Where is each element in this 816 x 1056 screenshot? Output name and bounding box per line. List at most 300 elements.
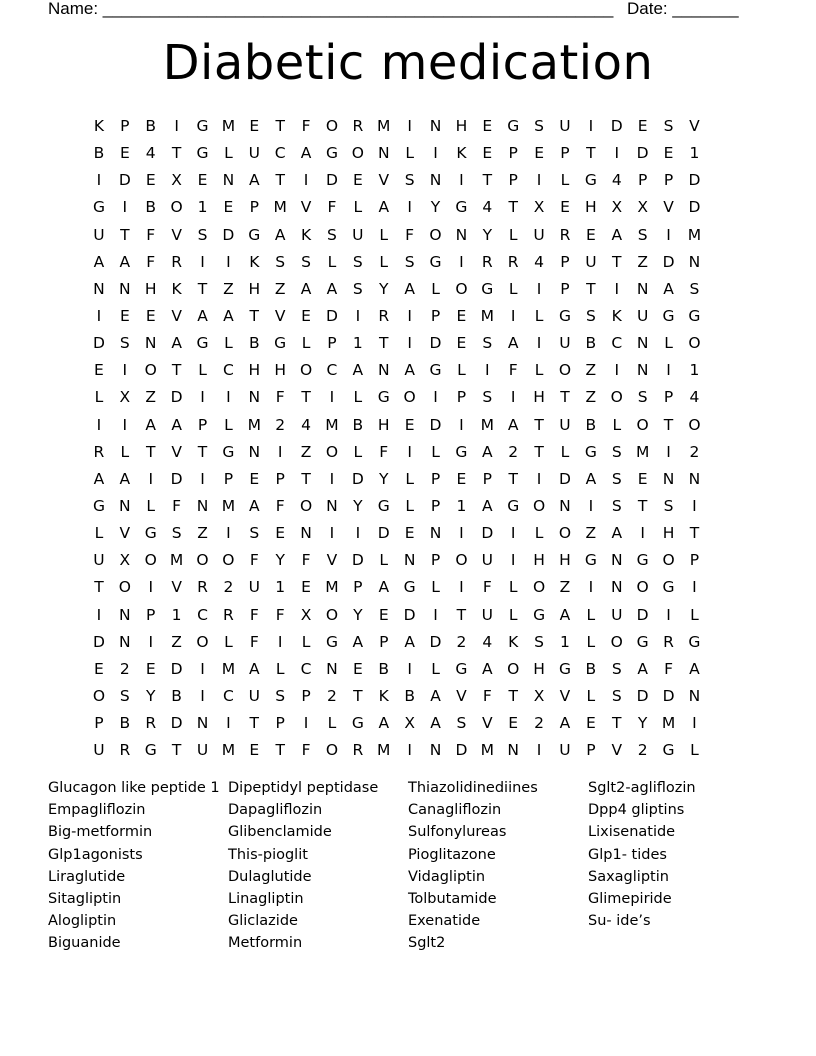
grid-letter[interactable]: E	[249, 469, 260, 488]
grid-letter[interactable]: C	[326, 361, 338, 380]
grid-letter[interactable]: D	[429, 415, 442, 434]
grid-letter[interactable]: Z	[145, 388, 157, 407]
grid-letter[interactable]: D	[455, 741, 468, 760]
grid-letter[interactable]: 1	[689, 361, 700, 380]
grid-letter[interactable]: A	[300, 144, 312, 163]
grid-letter[interactable]: E	[585, 714, 596, 733]
grid-letter[interactable]: I	[329, 469, 335, 488]
grid-letter[interactable]: U	[481, 605, 493, 624]
grid-letter[interactable]: I	[510, 306, 516, 325]
grid-letter[interactable]: L	[457, 361, 466, 380]
grid-letter[interactable]: T	[612, 252, 622, 271]
grid-letter[interactable]: G	[274, 334, 287, 353]
grid-letter[interactable]: R	[378, 306, 390, 325]
grid-letter[interactable]: I	[510, 524, 516, 543]
grid-letter[interactable]: G	[325, 144, 338, 163]
grid-letter[interactable]: I	[200, 469, 205, 488]
grid-letter[interactable]: T	[663, 415, 674, 434]
grid-letter[interactable]: L	[405, 496, 414, 515]
grid-letter[interactable]: H	[274, 361, 286, 380]
grid-letter[interactable]: M	[325, 578, 339, 597]
grid-letter[interactable]: X	[119, 551, 131, 570]
grid-letter[interactable]: G	[144, 741, 157, 760]
grid-letter[interactable]: M	[661, 714, 676, 733]
grid-letter[interactable]: O	[610, 632, 623, 651]
grid-letter[interactable]: D	[377, 524, 390, 543]
grid-letter[interactable]: D	[92, 334, 105, 353]
grid-letter[interactable]: T	[301, 388, 311, 407]
grid-letter[interactable]: T	[508, 686, 518, 705]
grid-letter[interactable]: L	[534, 524, 544, 543]
grid-letter[interactable]: I	[407, 741, 412, 760]
grid-letter[interactable]: V	[689, 117, 700, 135]
grid-letter[interactable]: R	[352, 741, 364, 760]
grid-letter[interactable]: N	[119, 605, 131, 624]
grid-letter[interactable]: N	[636, 334, 649, 353]
grid-letter[interactable]: L	[379, 225, 389, 244]
grid-letter[interactable]: D	[662, 252, 675, 271]
grid-letter[interactable]: D	[636, 144, 649, 163]
grid-letter[interactable]: I	[226, 714, 231, 733]
grid-letter[interactable]: R	[352, 117, 364, 135]
grid-letter[interactable]: I	[303, 171, 309, 190]
grid-letter[interactable]: M	[480, 306, 494, 325]
grid-letter[interactable]: O	[325, 741, 339, 760]
grid-letter[interactable]: S	[637, 388, 648, 407]
grid-letter[interactable]: 4	[482, 632, 493, 651]
grid-letter[interactable]: G	[636, 551, 649, 570]
grid-letter[interactable]: A	[223, 306, 234, 325]
grid-letter[interactable]: U	[248, 686, 260, 705]
grid-letter[interactable]: X	[119, 388, 131, 407]
grid-letter[interactable]: S	[482, 334, 493, 353]
grid-letter[interactable]: L	[301, 632, 311, 651]
grid-letter[interactable]: O	[429, 225, 442, 244]
grid-letter[interactable]: V	[456, 686, 467, 705]
grid-letter[interactable]: V	[171, 442, 182, 461]
grid-letter[interactable]: I	[277, 442, 283, 461]
grid-letter[interactable]: S	[119, 686, 130, 705]
grid-letter[interactable]: P	[275, 714, 285, 733]
grid-letter[interactable]: U	[248, 578, 260, 597]
grid-letter[interactable]: V	[171, 225, 182, 244]
grid-letter[interactable]: V	[482, 714, 493, 733]
grid-letter[interactable]: Z	[274, 279, 286, 298]
grid-letter[interactable]: V	[559, 686, 571, 705]
grid-letter[interactable]: E	[637, 469, 648, 488]
grid-letter[interactable]: D	[325, 306, 338, 325]
grid-letter[interactable]: K	[300, 225, 312, 244]
grid-letter[interactable]: N	[326, 496, 338, 515]
grid-letter[interactable]: L	[431, 659, 440, 678]
grid-letter[interactable]: A	[378, 714, 390, 733]
grid-letter[interactable]: N	[688, 252, 701, 271]
grid-letter[interactable]: S	[275, 252, 286, 271]
grid-letter[interactable]: E	[249, 117, 260, 135]
grid-letter[interactable]: Y	[482, 225, 493, 244]
grid-letter[interactable]: F	[508, 361, 518, 380]
grid-letter[interactable]: O	[688, 334, 701, 353]
grid-letter[interactable]: N	[93, 279, 105, 298]
grid-letter[interactable]: L	[690, 605, 699, 624]
grid-letter[interactable]: O	[170, 198, 183, 217]
grid-letter[interactable]: F	[146, 252, 156, 271]
grid-letter[interactable]: L	[534, 361, 544, 380]
grid-letter[interactable]: X	[611, 198, 623, 217]
grid-letter[interactable]: U	[196, 741, 209, 760]
grid-letter[interactable]: T	[689, 524, 700, 543]
grid-letter[interactable]: I	[614, 361, 620, 380]
grid-letter[interactable]: F	[482, 578, 492, 597]
grid-letter[interactable]: A	[378, 578, 390, 597]
grid-letter[interactable]: N	[610, 578, 623, 597]
grid-letter[interactable]: M	[480, 741, 494, 760]
grid-letter[interactable]: Y	[145, 686, 156, 705]
grid-letter[interactable]: I	[433, 144, 438, 163]
grid-letter[interactable]: L	[431, 578, 440, 597]
grid-letter[interactable]: B	[119, 714, 131, 733]
grid-letter[interactable]: I	[459, 524, 464, 543]
grid-letter[interactable]: 1	[171, 605, 182, 624]
grid-letter[interactable]: N	[455, 225, 468, 244]
grid-letter[interactable]: E	[94, 659, 104, 678]
grid-letter[interactable]: A	[248, 171, 260, 190]
grid-letter[interactable]: K	[456, 144, 467, 163]
grid-letter[interactable]: T	[482, 171, 493, 190]
grid-letter[interactable]: E	[301, 306, 311, 325]
grid-letter[interactable]: F	[301, 551, 311, 570]
grid-letter[interactable]: O	[455, 551, 468, 570]
grid-letter[interactable]: A	[482, 442, 493, 461]
grid-letter[interactable]: X	[404, 714, 415, 733]
grid-letter[interactable]: P	[430, 496, 441, 515]
grid-letter[interactable]: I	[433, 605, 438, 624]
grid-letter[interactable]: O	[222, 551, 235, 570]
grid-letter[interactable]: Y	[430, 198, 441, 217]
grid-letter[interactable]: D	[92, 632, 105, 651]
grid-letter[interactable]: A	[248, 659, 260, 678]
grid-letter[interactable]: B	[248, 334, 260, 353]
grid-letter[interactable]: O	[196, 632, 209, 651]
grid-letter[interactable]: I	[459, 578, 464, 597]
grid-letter[interactable]: G	[533, 605, 546, 624]
grid-letter[interactable]: T	[94, 578, 104, 597]
grid-letter[interactable]: N	[248, 442, 261, 461]
grid-letter[interactable]: G	[636, 632, 649, 651]
grid-letter[interactable]: N	[119, 496, 131, 515]
grid-letter[interactable]: L	[612, 415, 622, 434]
grid-letter[interactable]: L	[664, 334, 673, 353]
grid-letter[interactable]: I	[510, 388, 516, 407]
grid-letter[interactable]: V	[171, 306, 182, 325]
grid-letter[interactable]: I	[96, 306, 102, 325]
grid-letter[interactable]: T	[120, 225, 130, 244]
grid-letter[interactable]: N	[403, 551, 416, 570]
grid-letter[interactable]: N	[144, 334, 157, 353]
grid-letter[interactable]: O	[299, 496, 313, 515]
grid-letter[interactable]: F	[379, 442, 389, 461]
grid-letter[interactable]: U	[352, 225, 364, 244]
grid-letter[interactable]: I	[148, 469, 154, 488]
grid-letter[interactable]: E	[352, 171, 363, 190]
grid-letter[interactable]: L	[224, 334, 233, 353]
grid-letter[interactable]: O	[144, 551, 157, 570]
grid-letter[interactable]: G	[662, 578, 675, 597]
grid-letter[interactable]: P	[560, 144, 570, 163]
grid-letter[interactable]: N	[377, 144, 390, 163]
grid-letter[interactable]: B	[352, 415, 364, 434]
grid-letter[interactable]: G	[351, 714, 364, 733]
grid-letter[interactable]: G	[325, 632, 338, 651]
grid-letter[interactable]: N	[559, 496, 571, 515]
grid-letter[interactable]: C	[300, 659, 312, 678]
grid-letter[interactable]: A	[585, 469, 597, 488]
grid-letter[interactable]: D	[636, 605, 649, 624]
grid-letter[interactable]: S	[404, 252, 415, 271]
grid-letter[interactable]: G	[584, 551, 597, 570]
grid-letter[interactable]: O	[558, 524, 572, 543]
grid-letter[interactable]: O	[532, 496, 546, 515]
grid-letter[interactable]: G	[377, 388, 390, 407]
grid-letter[interactable]: F	[327, 198, 337, 217]
grid-letter[interactable]: T	[171, 741, 182, 760]
grid-letter[interactable]: E	[456, 469, 467, 488]
grid-letter[interactable]: A	[93, 469, 105, 488]
grid-letter[interactable]: D	[351, 551, 364, 570]
grid-letter[interactable]: P	[249, 198, 259, 217]
grid-letter[interactable]: N	[610, 551, 623, 570]
grid-letter[interactable]: I	[692, 496, 697, 515]
grid-letter[interactable]: L	[508, 225, 518, 244]
grid-letter[interactable]: T	[275, 171, 285, 190]
grid-letter[interactable]: V	[119, 524, 131, 543]
grid-letter[interactable]: L	[405, 469, 414, 488]
grid-letter[interactable]: L	[120, 442, 130, 461]
grid-letter[interactable]: B	[145, 117, 157, 135]
grid-letter[interactable]: K	[508, 632, 519, 651]
grid-letter[interactable]: 2	[275, 415, 286, 434]
grid-letter[interactable]: I	[122, 361, 128, 380]
grid-letter[interactable]: V	[300, 198, 312, 217]
grid-letter[interactable]: S	[534, 632, 544, 651]
grid-letter[interactable]: N	[119, 279, 131, 298]
grid-letter[interactable]: P	[327, 334, 337, 353]
grid-letter[interactable]: P	[94, 714, 104, 733]
grid-letter[interactable]: P	[430, 469, 441, 488]
grid-letter[interactable]: S	[249, 524, 260, 543]
grid-letter[interactable]: O	[118, 578, 131, 597]
grid-letter[interactable]: A	[274, 225, 286, 244]
grid-letter[interactable]: E	[145, 659, 156, 678]
grid-letter[interactable]: P	[197, 415, 208, 434]
grid-letter[interactable]: B	[93, 144, 105, 163]
grid-letter[interactable]: G	[584, 171, 597, 190]
grid-letter[interactable]: I	[96, 605, 102, 624]
grid-letter[interactable]: I	[355, 306, 361, 325]
grid-letter[interactable]: S	[327, 225, 337, 244]
grid-letter[interactable]: G	[144, 524, 157, 543]
grid-letter[interactable]: T	[379, 334, 389, 353]
grid-letter[interactable]: I	[692, 578, 697, 597]
grid-letter[interactable]: P	[586, 741, 596, 760]
grid-letter[interactable]: H	[248, 279, 261, 298]
grid-letter[interactable]: D	[688, 171, 701, 190]
grid-letter[interactable]: 2	[119, 659, 130, 678]
grid-letter[interactable]: O	[532, 578, 546, 597]
grid-letter[interactable]: N	[248, 388, 261, 407]
grid-letter[interactable]: A	[93, 252, 105, 271]
grid-letter[interactable]: H	[248, 361, 261, 380]
grid-letter[interactable]: P	[637, 171, 648, 190]
grid-letter[interactable]: F	[301, 117, 311, 135]
grid-letter[interactable]: G	[688, 306, 701, 325]
grid-letter[interactable]: O	[325, 605, 339, 624]
grid-letter[interactable]: M	[687, 225, 702, 244]
grid-letter[interactable]: O	[196, 551, 209, 570]
grid-letter[interactable]: L	[586, 632, 596, 651]
grid-letter[interactable]: 2	[223, 578, 234, 597]
grid-letter[interactable]: 4	[611, 171, 622, 190]
grid-letter[interactable]: S	[611, 442, 622, 461]
grid-letter[interactable]: P	[560, 279, 570, 298]
grid-letter[interactable]: M	[377, 117, 391, 135]
grid-letter[interactable]: S	[534, 117, 544, 135]
grid-letter[interactable]: G	[92, 496, 105, 515]
grid-letter[interactable]: U	[93, 551, 105, 570]
grid-letter[interactable]: L	[560, 171, 570, 190]
grid-letter[interactable]: N	[429, 171, 442, 190]
grid-letter[interactable]: O	[662, 551, 675, 570]
grid-letter[interactable]: A	[559, 605, 571, 624]
grid-letter[interactable]: I	[200, 686, 205, 705]
grid-letter[interactable]: 2	[637, 741, 648, 760]
grid-letter[interactable]: L	[94, 524, 104, 543]
grid-letter[interactable]: I	[329, 388, 335, 407]
grid-letter[interactable]: F	[664, 659, 673, 678]
grid-letter[interactable]: S	[301, 252, 311, 271]
grid-letter[interactable]: L	[224, 144, 233, 163]
grid-letter[interactable]: C	[611, 334, 623, 353]
grid-letter[interactable]: Z	[300, 442, 312, 461]
grid-letter[interactable]: G	[455, 442, 468, 461]
grid-letter[interactable]: U	[533, 225, 545, 244]
grid-letter[interactable]: O	[610, 388, 623, 407]
grid-letter[interactable]: L	[379, 252, 389, 271]
grid-letter[interactable]: O	[144, 361, 157, 380]
grid-letter[interactable]: G	[507, 117, 520, 135]
grid-letter[interactable]: P	[456, 388, 467, 407]
grid-letter[interactable]: V	[326, 551, 338, 570]
grid-letter[interactable]: I	[666, 361, 671, 380]
grid-letter[interactable]: 1	[197, 198, 208, 217]
grid-letter[interactable]: R	[559, 225, 571, 244]
grid-letter[interactable]: E	[119, 306, 130, 325]
grid-letter[interactable]: A	[248, 496, 260, 515]
grid-letter[interactable]: I	[226, 388, 231, 407]
grid-letter[interactable]: E	[119, 144, 130, 163]
grid-letter[interactable]: A	[689, 659, 700, 678]
grid-letter[interactable]: I	[122, 198, 128, 217]
grid-letter[interactable]: 1	[560, 632, 570, 651]
grid-letter[interactable]: O	[688, 415, 701, 434]
grid-letter[interactable]: E	[456, 334, 467, 353]
grid-letter[interactable]: U	[636, 306, 649, 325]
grid-letter[interactable]: T	[275, 741, 285, 760]
grid-letter[interactable]: R	[93, 442, 105, 461]
grid-letter[interactable]: M	[377, 741, 391, 760]
grid-letter[interactable]: A	[145, 415, 157, 434]
grid-letter[interactable]: I	[666, 605, 671, 624]
grid-letter[interactable]: G	[196, 334, 209, 353]
grid-letter[interactable]: M	[480, 415, 494, 434]
grid-letter[interactable]: V	[611, 741, 623, 760]
grid-letter[interactable]: K	[378, 686, 389, 705]
grid-letter[interactable]: G	[584, 442, 597, 461]
grid-letter[interactable]: U	[611, 605, 623, 624]
grid-letter[interactable]: L	[379, 551, 389, 570]
grid-letter[interactable]: D	[688, 198, 701, 217]
grid-letter[interactable]: U	[559, 117, 571, 135]
grid-letter[interactable]: L	[353, 198, 363, 217]
grid-letter[interactable]: T	[249, 714, 260, 733]
grid-letter[interactable]: F	[275, 496, 285, 515]
grid-letter[interactable]: R	[119, 741, 131, 760]
grid-letter[interactable]: T	[508, 198, 518, 217]
grid-letter[interactable]: G	[507, 496, 520, 515]
grid-letter[interactable]: F	[146, 225, 156, 244]
grid-letter[interactable]: I	[666, 442, 671, 461]
grid-letter[interactable]: Z	[223, 279, 234, 298]
grid-letter[interactable]: T	[586, 144, 596, 163]
grid-letter[interactable]: E	[534, 144, 544, 163]
grid-letter[interactable]: L	[327, 714, 337, 733]
grid-letter[interactable]: B	[585, 415, 597, 434]
grid-letter[interactable]: V	[171, 578, 182, 597]
grid-letter[interactable]: A	[430, 686, 441, 705]
grid-letter[interactable]: P	[663, 171, 674, 190]
grid-letter[interactable]: F	[482, 686, 492, 705]
grid-letter[interactable]: V	[274, 306, 286, 325]
grid-letter[interactable]: L	[431, 442, 440, 461]
grid-letter[interactable]: L	[508, 605, 518, 624]
grid-letter[interactable]: S	[275, 686, 286, 705]
grid-letter[interactable]: O	[507, 659, 520, 678]
grid-letter[interactable]: I	[614, 144, 620, 163]
grid-letter[interactable]: G	[92, 198, 105, 217]
grid-letter[interactable]: N	[377, 361, 390, 380]
grid-letter[interactable]: L	[431, 279, 440, 298]
grid-letter[interactable]: T	[197, 442, 208, 461]
grid-letter[interactable]: D	[636, 686, 649, 705]
grid-letter[interactable]: I	[536, 741, 542, 760]
grid-letter[interactable]: O	[636, 415, 649, 434]
grid-letter[interactable]: D	[481, 524, 494, 543]
grid-letter[interactable]: A	[352, 632, 364, 651]
grid-letter[interactable]: T	[301, 469, 311, 488]
grid-letter[interactable]: C	[222, 686, 234, 705]
grid-letter[interactable]: F	[275, 605, 285, 624]
grid-letter[interactable]: I	[303, 714, 309, 733]
grid-letter[interactable]: I	[148, 632, 154, 651]
grid-letter[interactable]: T	[534, 415, 544, 434]
date-field-label[interactable]: Date: _______	[627, 0, 739, 18]
grid-letter[interactable]: I	[226, 252, 231, 271]
grid-letter[interactable]: I	[433, 388, 438, 407]
grid-letter[interactable]: Y	[353, 496, 363, 515]
grid-letter[interactable]: T	[353, 686, 363, 705]
grid-letter[interactable]: N	[688, 686, 701, 705]
grid-letter[interactable]: H	[559, 551, 571, 570]
